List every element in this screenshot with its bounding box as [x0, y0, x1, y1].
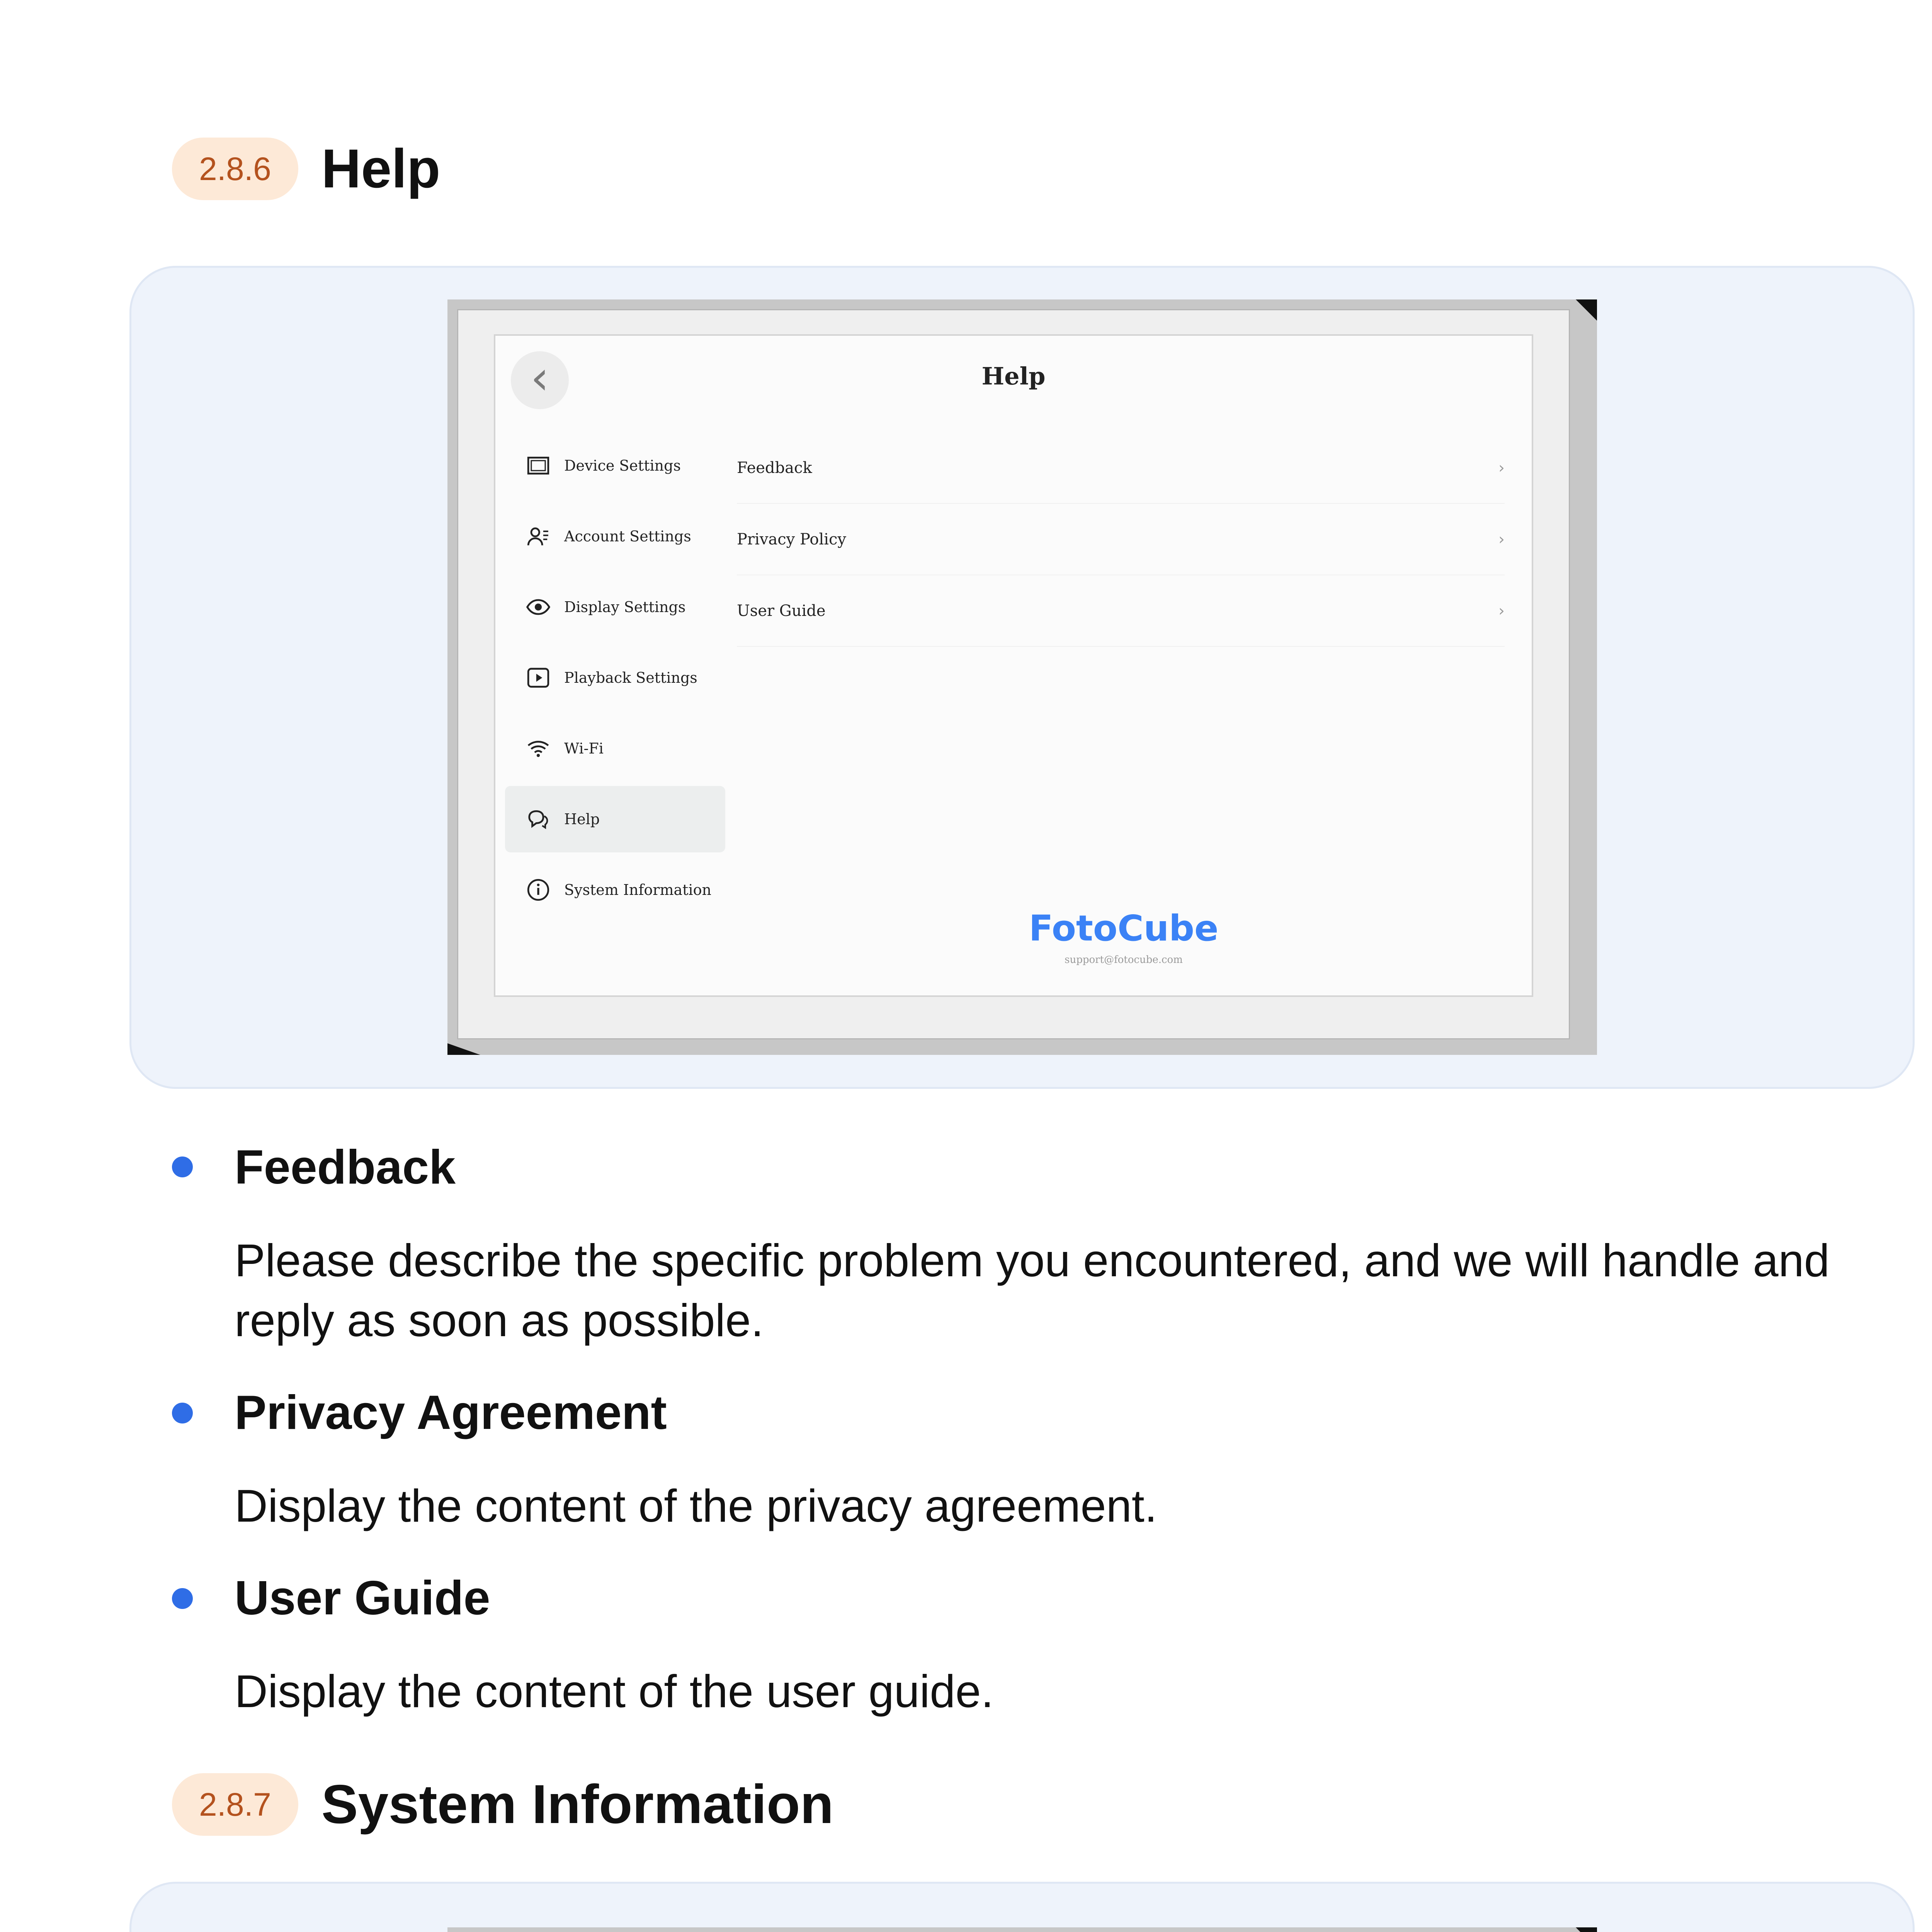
help-item-label: Privacy Policy — [737, 530, 846, 548]
sidebar-item-display-settings[interactable] — [505, 574, 725, 640]
settings-sidebar — [505, 432, 725, 927]
fotocube-logo: FotoCube — [1029, 908, 1219, 949]
sidebar-item-wifi[interactable] — [505, 715, 725, 782]
help-item-user-guide[interactable] — [737, 575, 1505, 647]
support-email: support@fotocube.com — [1065, 954, 1183, 966]
sidebar-item-label: Help — [564, 811, 600, 828]
sidebar-item-label: Account Settings — [564, 528, 691, 545]
screen-title: Help — [981, 362, 1046, 390]
frame-corner — [1576, 1927, 1597, 1932]
bullet-body-feedback: Please describe the specific problem you encountered, and we will handle and reply as soon as possible. — [235, 1235, 1830, 1346]
help-screenshot — [447, 299, 1597, 1055]
section-heading-system-information — [172, 1773, 833, 1836]
help-item-label: User Guide — [737, 602, 826, 620]
system-info-screenshot-panel — [129, 1882, 1915, 1932]
section-title: System Information — [321, 1774, 834, 1835]
section-number-badge: 2.8.7 — [172, 1773, 298, 1836]
help-options-list — [737, 432, 1505, 647]
section-number-badge: 2.8.6 — [172, 138, 298, 200]
frame-corner — [1576, 299, 1597, 321]
sidebar-item-label: Wi-Fi — [564, 740, 604, 757]
bullet-body-privacy-agreement: Display the content of the privacy agreement. — [235, 1480, 1157, 1532]
chevron-right-icon: › — [1498, 530, 1505, 548]
section-title: Help — [321, 138, 440, 199]
sidebar-item-label: Display Settings — [564, 599, 686, 616]
section-heading-help — [172, 137, 440, 201]
wifi-icon — [526, 736, 550, 760]
sidebar-item-account-settings[interactable] — [505, 503, 725, 570]
device-icon — [526, 454, 550, 478]
sidebar-item-label: System Information — [564, 881, 711, 898]
sidebar-item-system-information[interactable] — [505, 857, 725, 923]
system-info-screenshot — [447, 1927, 1597, 1932]
sidebar-item-playback-settings[interactable] — [505, 645, 725, 711]
sidebar-item-device-settings[interactable] — [505, 432, 725, 499]
help-item-feedback[interactable] — [737, 432, 1505, 504]
chevron-right-icon: › — [1498, 459, 1505, 477]
bullet-title-user-guide: User Guide — [235, 1571, 490, 1625]
play-icon — [526, 666, 550, 690]
bullet-dot — [172, 1403, 193, 1423]
help-item-privacy-policy[interactable] — [737, 504, 1505, 575]
bullet-body-user-guide: Display the content of the user guide. — [235, 1666, 994, 1717]
chat-icon — [526, 807, 550, 831]
bullet-dot — [172, 1588, 193, 1609]
chevron-left-icon: ‹ — [531, 351, 549, 405]
info-icon — [526, 878, 550, 902]
sidebar-item-label: Device Settings — [564, 457, 681, 474]
account-icon — [526, 524, 550, 548]
help-screen — [494, 334, 1533, 997]
bullet-dot — [172, 1156, 193, 1177]
frame-corner — [447, 1043, 480, 1055]
eye-icon — [526, 595, 550, 619]
bullet-title-privacy-agreement: Privacy Agreement — [235, 1386, 667, 1439]
chevron-right-icon: › — [1498, 602, 1505, 620]
help-item-label: Feedback — [737, 459, 812, 477]
bullet-title-feedback: Feedback — [235, 1141, 456, 1194]
sidebar-item-help[interactable] — [505, 786, 725, 852]
sidebar-item-label: Playback Settings — [564, 669, 697, 686]
